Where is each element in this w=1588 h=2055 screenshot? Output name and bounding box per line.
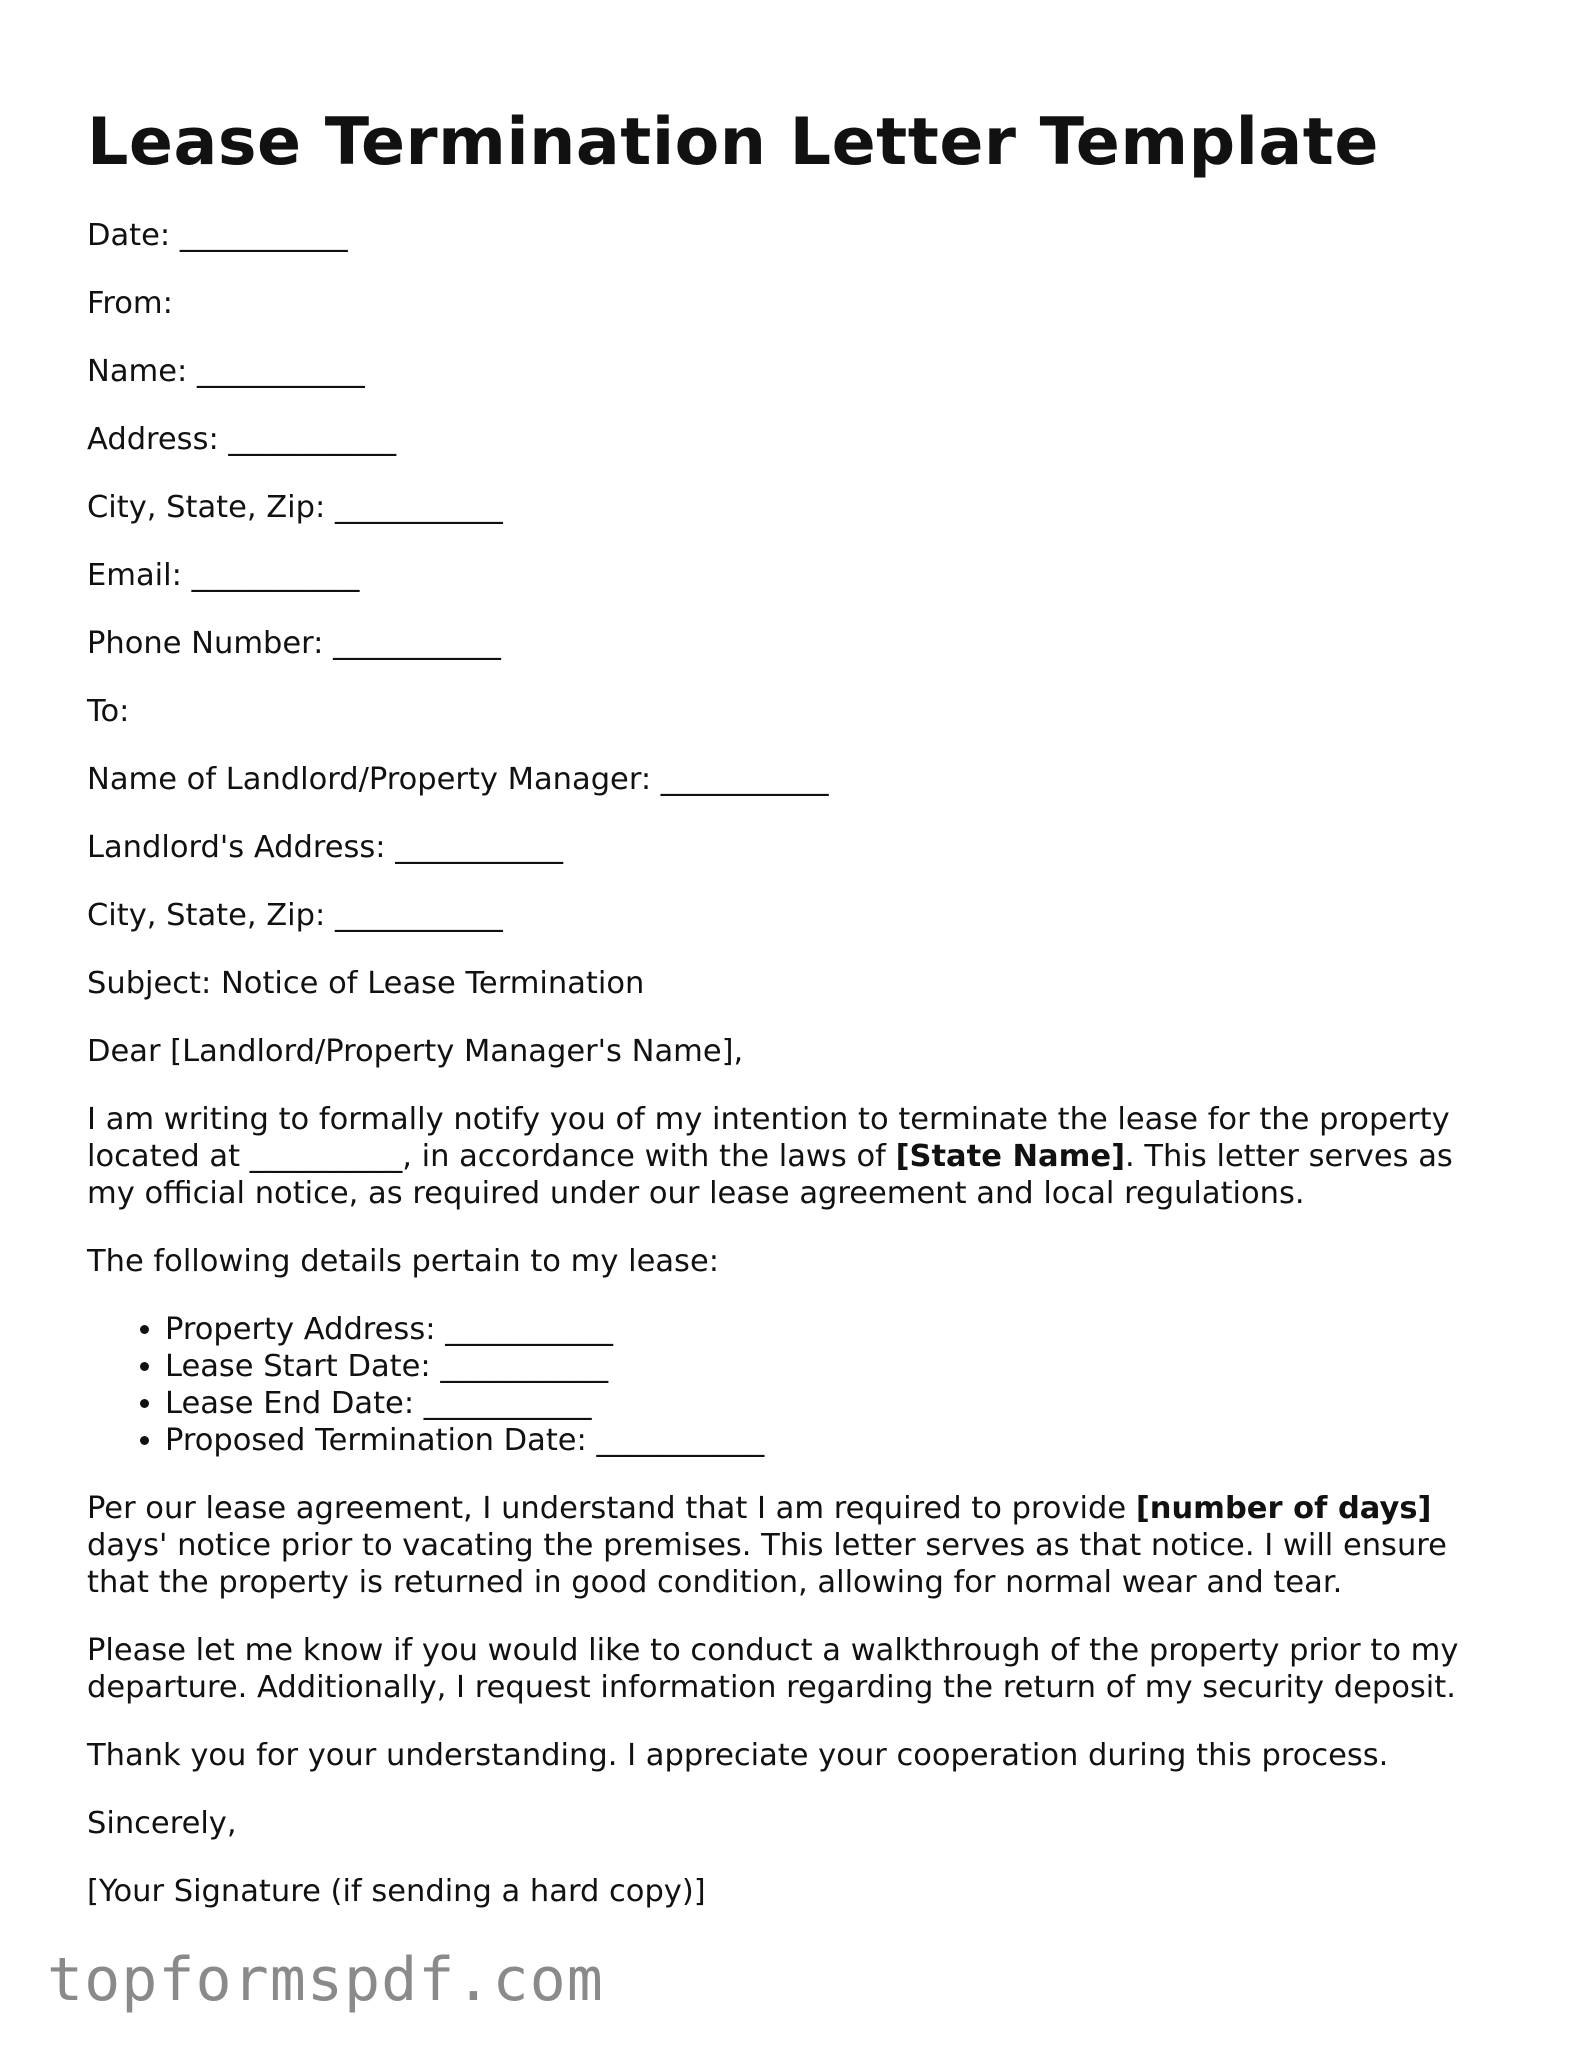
paragraph-thanks: Thank you for your understanding. I appreciate your cooperation during this process. (87, 1738, 1389, 1773)
sender-address-field: Address: ___________ (87, 422, 397, 457)
paragraph-notice-text: Per our lease agreement, I understand that I am required to provide (87, 1491, 1136, 1526)
landlord-city-state-zip-field: City, State, Zip: ___________ (87, 898, 503, 933)
state-name-placeholder: [State Name] (895, 1139, 1126, 1174)
page-title: Lease Termination Letter Template (87, 105, 1379, 180)
sender-name-field: Name: ___________ (87, 354, 365, 389)
subject-line: Subject: Notice of Lease Termination (87, 966, 645, 1001)
date-field: Date: ___________ (87, 218, 348, 253)
list-item: • Lease End Date: ___________ (165, 1385, 1507, 1422)
paragraph-walkthrough: Please let me know if you would like to conduct a walkthrough of the property prior to my departure. Additionally, I request information regarding the return of my security deposit. (87, 1633, 1459, 1705)
letter-page (87, 100, 1507, 1941)
paragraph-intent (87, 1101, 1507, 1212)
details-intro: The following details pertain to my lease: (87, 1244, 719, 1279)
list-item: • Property Address: ___________ (165, 1311, 1507, 1348)
sender-email-field: Email: ___________ (87, 558, 360, 593)
lease-details-list (87, 1311, 1507, 1459)
salutation: Dear [Landlord/Property Manager's Name], (87, 1034, 744, 1069)
paragraph-intent-text: I am writing to formally notify you of my intention to terminate the lease for the property located at __________, in accordance with the laws of (87, 1102, 1450, 1174)
number-of-days-placeholder: [number of days] (1135, 1491, 1432, 1526)
from-label: From: (87, 286, 173, 321)
list-item: • Proposed Termination Date: ___________ (165, 1422, 1507, 1459)
paragraph-intent-text-end: . This letter serves as my official notice, as required under our lease agreement and local regulations. (87, 1139, 1453, 1211)
landlord-address-field: Landlord's Address: ___________ (87, 830, 564, 865)
landlord-name-field: Name of Landlord/Property Manager: ___________ (87, 762, 829, 797)
to-label: To: (87, 694, 130, 729)
signature-placeholder: [Your Signature (if sending a hard copy)] (87, 1874, 706, 1909)
paragraph-notice (87, 1490, 1507, 1601)
closing: Sincerely, (87, 1806, 237, 1841)
list-item: • Lease Start Date: ___________ (165, 1348, 1507, 1385)
watermark: topformspdf.com (47, 1945, 604, 2015)
paragraph-notice-text-end: days' notice prior to vacating the premises. This letter serves as that notice. I will ensure that the property is returned in good condition, allowing for normal wear and tear. (87, 1528, 1447, 1600)
sender-city-state-zip-field: City, State, Zip: ___________ (87, 490, 503, 525)
sender-phone-field: Phone Number: ___________ (87, 626, 501, 661)
